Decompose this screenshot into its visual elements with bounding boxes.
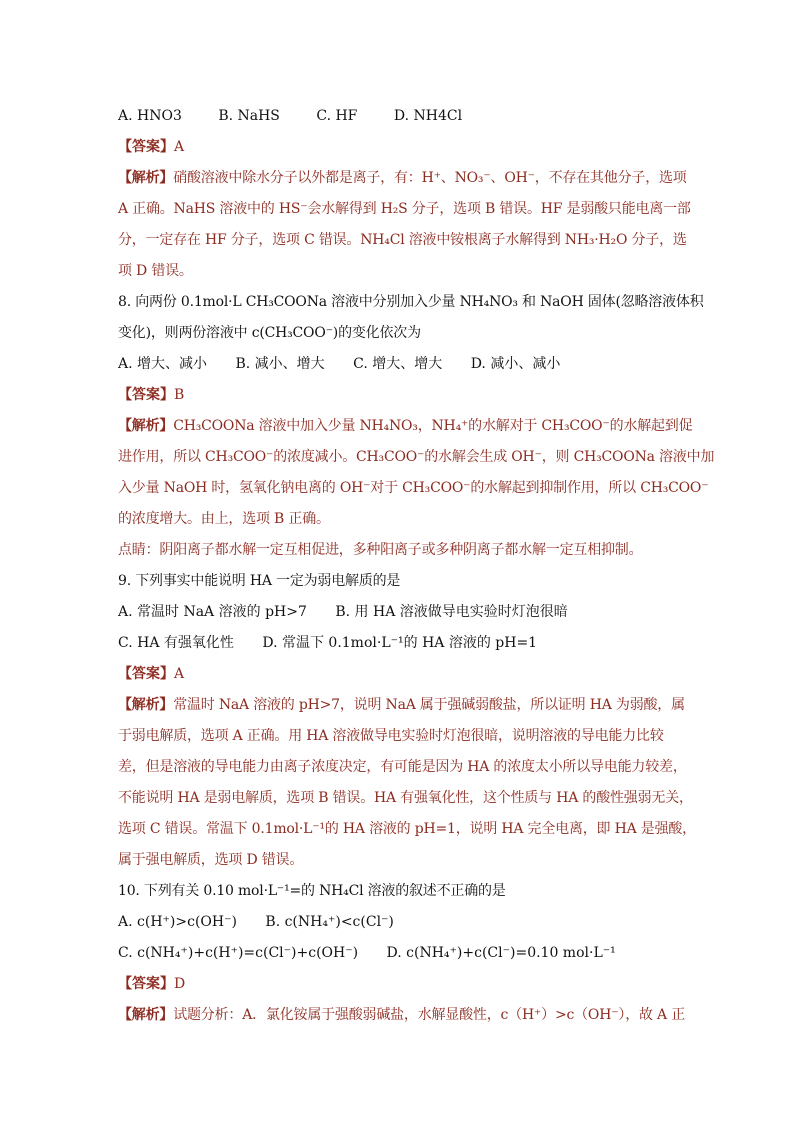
q9-option-b: B. 用 HA 溶液做导电实验时灯泡很暗: [335, 604, 568, 620]
q7-options: [118, 101, 678, 132]
q8-stem: 变化)，则两份溶液中 c(CH₃COO⁻)的变化依次为: [118, 325, 421, 341]
q10-stem: 10. 下列有关 0.10 mol·L⁻¹=的 NH₄Cl 溶液的叙述不正确的是: [118, 883, 506, 899]
q7-option-b: B. NaHS: [218, 108, 280, 124]
q9-options-row: [118, 628, 678, 659]
q7-option-a: A. HNO3: [118, 108, 182, 124]
q7-analysis-line: 分，一定存在 HF 分子，选项 C 错误。NH₄Cl 溶液中铵根离子水解得到 NH₃·H₂O 分子，选: [118, 232, 687, 248]
q10-options-row: [118, 938, 678, 969]
q10-option-d: D. c(NH₄⁺)+c(Cl⁻)=0.10 mol·L⁻¹: [386, 945, 616, 961]
q8-analysis-line: 的浓度增大。由上，选项 B 正确。: [118, 511, 330, 527]
answer-label: 【答案】: [118, 976, 174, 992]
q9-analysis-line: 差，但是溶液的导电能力由离子浓度决定，有可能是因为 HA 的浓度太小所以导电能力较差，: [118, 759, 687, 775]
q8-analysis-line: 入少量 NaOH 时，氢氧化钠电离的 OH⁻对于 CH₃COO⁻的水解起到抑制作用，所以 CH₃COO⁻: [118, 480, 709, 496]
q9-analysis-line: 于弱电解质，选项 A 正确。用 HA 溶液做导电实验时灯泡很暗，说明溶液的导电能力比较: [118, 728, 664, 744]
q8-option-a: A. 增大、减小: [118, 356, 208, 372]
q9-analysis-line: 不能说明 HA 是弱电解质，选项 B 错误。HA 有强氧化性，这个性质与 HA 的酸性强弱无关，: [118, 790, 693, 806]
q8-analysis-line: [118, 411, 693, 442]
q7-option-d: D. NH4Cl: [393, 108, 463, 124]
analysis-text: 硝酸溶液中除水分子以外都是离子，有：H⁺、NO₃⁻、OH⁻，不存在其他分子，选项: [173, 170, 687, 186]
q8-note: 点睛：阴阳离子都水解一定互相促进，多种阳离子或多种阴离子都水解一定互相抑制。: [118, 542, 643, 558]
answer-value: D: [174, 976, 186, 992]
q10-option-b: B. c(NH₄⁺)<c(Cl⁻): [265, 914, 394, 930]
q7-analysis-line: [118, 163, 687, 194]
q7-analysis-line: 项 D 错误。: [118, 263, 193, 279]
analysis-label: 【解析】: [118, 697, 174, 713]
q8-options: [118, 349, 678, 380]
q10-answer: [118, 969, 678, 1000]
analysis-label: 【解析】: [118, 418, 174, 434]
answer-value: A: [174, 139, 185, 155]
answer-label: 【答案】: [118, 139, 174, 155]
q8-analysis-line: 进作用，所以 CH₃COO⁻的浓度减小。CH₃COO⁻的水解会生成 OH⁻，则 CH₃COONa 溶液中加: [118, 449, 715, 465]
q10-options-row: [118, 907, 678, 938]
q9-stem: 9. 下列事实中能说明 HA 一定为弱电解质的是: [118, 573, 401, 589]
document-page: [118, 101, 715, 1031]
answer-value: B: [174, 387, 185, 403]
analysis-text: 试题分析：A．氯化铵属于强酸弱碱盐，水解显酸性，c（H⁺）>c（OH⁻），故 A 正: [173, 1007, 686, 1023]
analysis-text: CH₃COONa 溶液中加入少量 NH₄NO₃，NH₄⁺的水解对于 CH₃COO⁻的水解起到促: [173, 418, 693, 434]
q10-option-a: A. c(H⁺)>c(OH⁻): [118, 914, 237, 930]
analysis-text: 常温时 NaA 溶液的 pH>7，说明 NaA 属于强碱弱酸盐，所以证明 HA 为弱酸，属: [173, 697, 685, 713]
q9-options-row: [118, 597, 678, 628]
q9-option-c: C. HA 有强氧化性: [118, 635, 234, 651]
q10-analysis-line: [118, 1000, 686, 1031]
answer-label: 【答案】: [118, 666, 174, 682]
analysis-label: 【解析】: [118, 1007, 174, 1023]
q8-answer: [118, 380, 678, 411]
analysis-label: 【解析】: [118, 170, 174, 186]
q9-answer: [118, 659, 678, 690]
q9-analysis-line: 属于强电解质，选项 D 错误。: [118, 852, 304, 868]
answer-value: A: [174, 666, 185, 682]
q7-option-c: C. HF: [316, 108, 358, 124]
answer-label: 【答案】: [118, 387, 174, 403]
q10-option-c: C. c(NH₄⁺)+c(H⁺)=c(Cl⁻)+c(OH⁻): [118, 945, 359, 961]
q8-option-b: B. 减小、增大: [235, 356, 325, 372]
q9-analysis-line: 选项 C 错误。常温下 0.1mol·L⁻¹的 HA 溶液的 pH=1，说明 HA 完全电离，即 HA 是强酸，: [118, 821, 696, 837]
q7-analysis-line: A 正确。NaHS 溶液中的 HS⁻会水解得到 H₂S 分子，选项 B 错误。HF 是弱酸只能电离一部: [118, 201, 691, 217]
q9-option-d: D. 常温下 0.1mol·L⁻¹的 HA 溶液的 pH=1: [262, 635, 538, 651]
q7-answer: [118, 132, 678, 163]
q9-analysis-line: [118, 690, 685, 721]
q8-option-d: D. 减小、减小: [470, 356, 561, 372]
q8-option-c: C. 增大、增大: [353, 356, 443, 372]
q8-stem: 8. 向两份 0.1mol·L CH₃COONa 溶液中分别加入少量 NH₄NO₃ 和 NaOH 固体(忽略溶液体积: [118, 294, 704, 310]
q9-option-a: A. 常温时 NaA 溶液的 pH>7: [118, 604, 307, 620]
